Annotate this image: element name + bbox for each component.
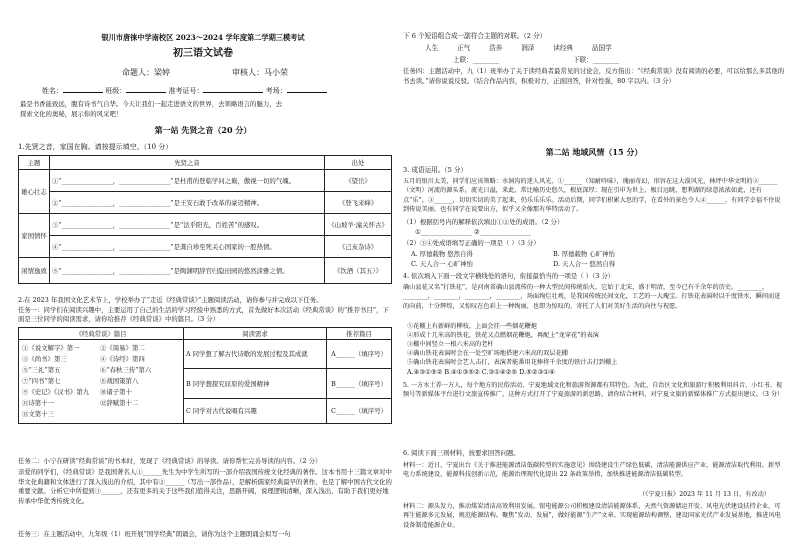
chapter-item: ⑤“三礼”第五 <box>22 366 61 374</box>
q4-item: ④确山铁花表演时会在一处空旷场地搭建六米高的双层花棚 <box>407 350 568 357</box>
q4-item: ③棚中间竖立一根六米高的老杆 <box>407 341 494 348</box>
chapter-item: ②《周易》第二 <box>100 344 145 352</box>
recommend-fill[interactable]: B______（填序号） <box>327 369 392 398</box>
reviewer-label: 审核人：马小荣 <box>232 68 288 77</box>
book-col-chapters: 《经典常谈》篇目 <box>19 328 184 340</box>
word-item: 人生 <box>425 44 439 52</box>
theme-cell: 闲情逸致 <box>19 258 50 284</box>
material-2: 材料二：源头发力，推动煤炭清洁高效利用发展。银电能源公司积极建设清洁能源体系，天然气资源储运开发、风电光伏建设扶持企业，可再生能源多元发展，规范能源结构。聚焦“发动、发展”，做好能源“生产”文章。实现能源结构调整，建设国家光伏产业发展基地，推进风电设备制造能源企业。 <box>403 503 781 529</box>
q4-options[interactable]: A.④③①⑤② B.④①③⑤② C.③①④②⑤ D.⑤②③①④ <box>407 368 555 376</box>
exam-room-label: 考场： <box>265 87 287 95</box>
word-item: 品国学 <box>591 44 612 52</box>
source-cell: 《饮酒（其五）》 <box>325 258 392 284</box>
book-col-recommend: 推荐篇目 <box>327 328 392 340</box>
exam-number-label: 准考证号： <box>168 87 204 95</box>
material-1-source: （《宁夏日报》2023 年 11 月 13 日，有改动） <box>639 491 771 498</box>
word-bank <box>425 44 612 53</box>
q1-prompt: 1.先贤之音，家国在胸。请按提示填空。（10 分） <box>18 143 173 151</box>
task2-prompt: 任务二：小宁在研读“经典常谈”的书本时，发现了《经典常谈》的导读。请你帮忙完善导读的内容。（2 分） <box>18 457 322 465</box>
section2-title: 第二站 地域风情（15 分） <box>545 147 643 157</box>
quote-blank-4[interactable]: ④“________________，________________”是龚自珍至死关心国家的一腔热情。 <box>50 236 325 258</box>
theme-cell: 家国情怀 <box>19 214 50 258</box>
chapter-item: ⑫辞赋第十二 <box>100 399 139 407</box>
section1-title: 第一站 先贤之音（20 分） <box>154 125 252 135</box>
q4-passage: 确山县花又名“打铁花”，是河南省确山县流传的一种大型民间传统焰火，它始于北宋，盛于明清，至今已有千余年的历史。________，________，________，________，________，场面绚烂壮观，是我国传统民间文化，工艺的一大瑰宝。打铁花表演时以千度铁水，瞬间而迸的向前，十分辉煌，又惊叹在色彩上一种绚丽，也即为惊叹的，寄托了人们对美好生活的向往与祝愿。 <box>403 284 781 310</box>
q4-item: ①花棚上有新鲜的柳枝，上面会挂一些烟花鞭炮 <box>407 323 537 330</box>
subject-title: 初三语文试卷 <box>173 48 233 59</box>
couplet-second-line[interactable]: 下联：________ <box>573 56 620 64</box>
q4-item: ②形成十几米高的铁花，铁花又点燃烟花鞭炮，再配上“龙穿花”的表演 <box>407 332 599 339</box>
student-info-row <box>42 85 327 96</box>
reading-need: C 同学对古代说唱有兴趣 <box>184 398 327 423</box>
task2-body: 亲爱的同学们，《经典常谈》是我国著名人①______先生为中学生所写的一部介绍我国传统文化经典的著作。这本书用十三篇文章对中华文化典籍和文体进行了深入浅出的介绍，其中有②______（写出一部作品），是解析儒家经典最早的著作，也是了解中国古代文化的重要文献。分析它中所提到③______，还有更多的关于这些我们值得关注，思路开阔，说理逻辑清晰，深入浅出，有助于我们更好地传承中华优秀传统文化。 <box>18 468 392 505</box>
name-field-line[interactable] <box>63 85 103 93</box>
q5-prompt: 5. 一方水土养一方人，每个地方的民俗活动，宁夏地域文化和旅游资源都有其特色。为此，自治区文化和旅游厅积极利用抖音、小红书、视频号等新媒体平台进行文旅宣传推广，这种方式打开了宁夏旅游的新思路，请你结合材料，对宁夏文旅的新媒体推广方式提出建议。（3 分） <box>403 382 784 399</box>
q3-passage: 五月的银川太美，同学们应该领略：水洞沟的迷人风光、①______（知耐吟味），瑰丽奇幻，形容在这大漠风光，林坪中华文明的②______（文明）河流的源头系，流光日溢，来此，常比喻历史悠久，根底深厚；现在引申为世上，极目远眺，想利湖的绿意浓浓如此，还有点“乐”，③______，切切实切的美了起来，仍乐乐乐乐。活动后期，同学们积累大思的学，在看外的景色令人④______，有同学幸福不住说到传说美丽，也有同学在说要出方，似乎又全像那有华特活动了。 <box>403 178 781 213</box>
exam-number-line[interactable] <box>203 85 263 93</box>
chapter-item: ①《说文解字》第一 <box>22 344 80 352</box>
intro-note-line1: 最是书香能致远，腹有诗书气自华。今天让我们一起走进语文的世界，去领略语言的魅力，去 <box>20 100 283 108</box>
intro-note-line2: 探索文化的奥秘，展示你的风采吧！ <box>20 110 123 118</box>
chapter-item: ④《诗经》第四 <box>100 355 145 363</box>
chapter-item: ③《尚书》第三 <box>22 355 67 363</box>
q3-sub1: （1）根据括号内的解释依次填出①②处的成语。（2 分） <box>403 218 564 226</box>
quote-blank-1[interactable]: ①“________________，________________”是杜甫的登临学问之巅，傲视一切的气魄。 <box>50 170 325 192</box>
word-item: 润泽 <box>521 44 535 52</box>
chapter-item: ⑥“春秋三传”第六 <box>100 366 152 374</box>
quote-blank-5[interactable]: ⑤“________________，________________”是陶渊明辞官归隐田园的悠然淡雅之情。 <box>50 258 325 284</box>
q2-intro: 2.在 2023 年我国文化艺术节上，学校举办了“走近《经典常谈》”主题阅读活动，请你参与并完成以下任务。 <box>18 296 323 304</box>
couplet-prompt: 下 6 个短语组合成一副符合主题的对联。（2 分） <box>403 32 547 40</box>
task3-prompt: 任务三：在主题活动中，九年级（1）班开展“国学经典”朗诵会，请你为这个主题朗诵会拟写一句 <box>18 530 291 538</box>
theme-cell: 雄心壮志 <box>19 170 50 214</box>
recommend-fill[interactable]: C______（填序号） <box>327 398 392 423</box>
q3-option-a[interactable]: A. 厚德载物 悠然自得 <box>411 250 473 258</box>
word-item: 浩养 <box>489 44 503 52</box>
source-cell: 《望岳》 <box>325 170 392 192</box>
exam-title: 银川市唐徕中学南校区 2023～2024 学年度第二学期三模考试 <box>101 33 305 42</box>
book-table <box>18 327 392 424</box>
book-col-needs: 阅读需求 <box>184 328 327 340</box>
chapter-item: ⑧战国策第八 <box>100 377 139 385</box>
material-1: 材料一：近日，宁夏出台《关于推进能源清洁低碳转型的实施意见》围绕建设生产绿色低碳，清洁能源供应产业，能源清洁取代利用，新型电力系统建设，能源科技创新示范，能源治理现代化提出 22 条政策举措，加快推进能源清洁低碳转型。 <box>403 462 781 479</box>
q3-blanks[interactable]: ①________________ ②________________ <box>415 228 531 236</box>
word-item: 读经典 <box>553 44 574 52</box>
task4-prompt: 任务四：主题活动中，九（1）班举办了关于读经典者最常见的讨论会，反方指出：“《经典常谈》没有阅读的必要，可以给那么多其他的书去读。”请你说说反驳。（结合作品内容，积极对方，正面回答，针对性强，80 字以内。（3 分） <box>403 67 785 85</box>
chapter-item: ⑩诸子第十 <box>100 388 132 396</box>
poetry-table <box>18 155 392 284</box>
q3-sub2: （2）③④处成语填写正确的一项是（ ）（3 分） <box>403 239 540 247</box>
couplet-first-line[interactable]: 上联：________ <box>453 56 500 64</box>
q3-option-b[interactable]: B. 厚德载物 心旷神怡 <box>553 250 615 258</box>
source-cell: 《登飞来峰》 <box>325 192 392 214</box>
exam-room-line[interactable] <box>287 85 327 93</box>
q3-option-d[interactable]: D. 天人合一 悠然自得 <box>553 260 616 268</box>
chapter-item: ⑦“四书”第七 <box>22 377 61 385</box>
name-field-label: 姓名： <box>42 87 63 95</box>
quote-blank-3[interactable]: ③“________________，________________”是“法乎阳光，百姓苦”的感叹。 <box>50 214 325 236</box>
source-cell: 《己亥杂诗》 <box>325 236 392 258</box>
source-cell: 《山坡羊·潼关怀古》 <box>325 214 392 236</box>
col-header-source: 出处 <box>325 156 392 170</box>
q3-prompt: 3. 成语运用。（5 分） <box>403 166 468 174</box>
reading-need: A 同学想了解古代诗歌的发展过程及其成就 <box>184 340 327 369</box>
q3-option-c[interactable]: C. 天人合一 心旷神怡 <box>411 260 473 268</box>
class-field-line[interactable] <box>126 85 166 93</box>
chapter-item: ⑬文第十三 <box>22 410 54 418</box>
word-item: 正气 <box>457 44 471 52</box>
chapter-item: ⑨《史记》《汉书》第九 <box>22 388 90 396</box>
reading-need: B 同学想探究屈原的爱国精神 <box>184 369 327 398</box>
class-field-label: 班级： <box>105 87 127 95</box>
q4-prompt: 4. 依次填入下面一段文字横线处的语句，衔接最恰当的一项是（ ）（3 分） <box>403 272 615 280</box>
col-header-quote: 先贤之音 <box>50 156 325 170</box>
q4-item: ⑤确山铁花表演时会艺人击打，表演者能番用花棒将千余度的铁汁击打到棚上 <box>407 359 618 366</box>
chapter-list <box>19 340 184 424</box>
task1-prompt: 任务一：同学们在阅读兴趣中，主要运用了自己的生活的学习经验中熟悉的方式，首先做好本次活动《经典常谈》的“推荐书目”，下面是三位同学的阅读需求，请你给推荐《经典常谈》中的篇目。（3 分） <box>18 306 389 323</box>
quote-blank-2[interactable]: ②“________________，________________”是王安石敢于改革的豪迈精神。 <box>50 192 325 214</box>
recommend-fill[interactable]: A______（填序号） <box>327 340 392 369</box>
col-header-theme: 主题 <box>19 156 50 170</box>
author-label: 命题人：梁婷 <box>122 68 170 77</box>
q6-prompt: 6. 阅读下面三则材料，按要求回答问题。 <box>403 449 520 457</box>
chapter-item: ⑪诗第十一 <box>22 399 54 407</box>
